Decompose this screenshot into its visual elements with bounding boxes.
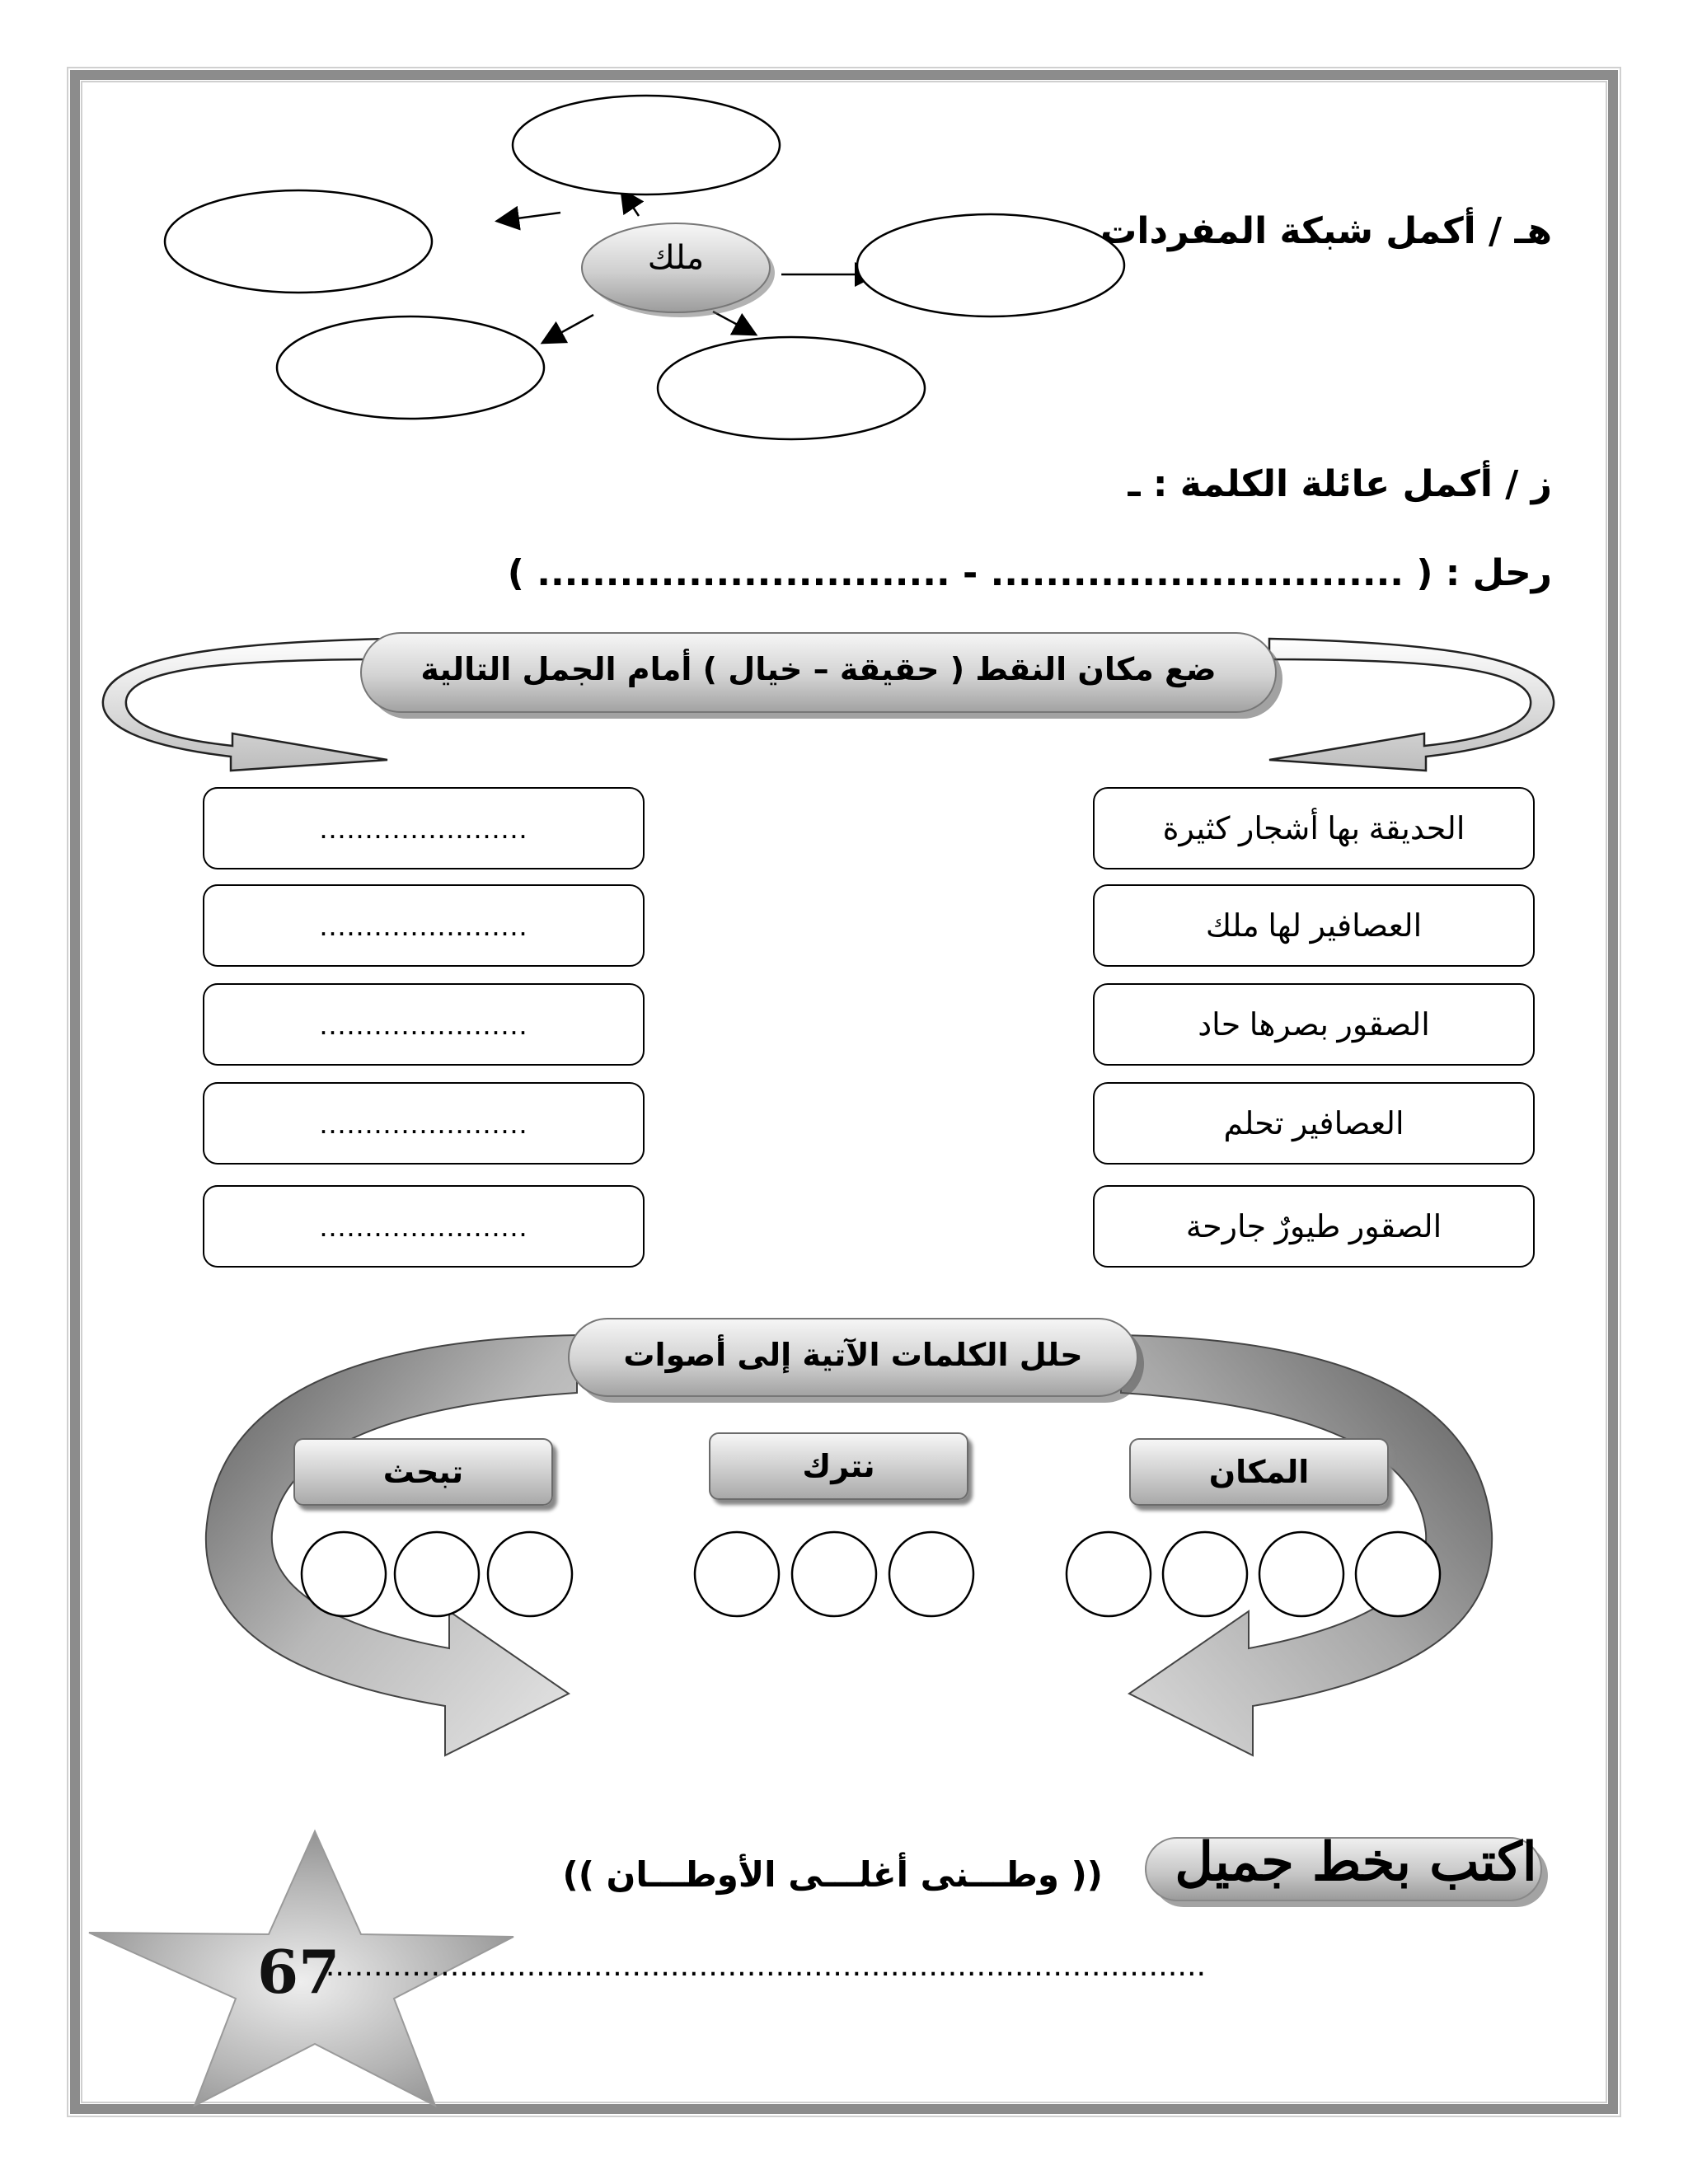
arrow-left bbox=[499, 213, 560, 221]
sound-circle bbox=[395, 1532, 479, 1616]
sound-circle bbox=[695, 1532, 779, 1616]
sound-circle bbox=[889, 1532, 973, 1616]
word-tab-2: نترك bbox=[709, 1432, 968, 1500]
word-tab-1: المكان bbox=[1129, 1438, 1389, 1506]
sound-circle bbox=[302, 1532, 386, 1616]
sentence-box-3: الصقور بصرها حاد bbox=[1093, 983, 1535, 1066]
sound-circle bbox=[1067, 1532, 1151, 1616]
section-z-title: ز / أكمل عائلة الكلمة : ـ bbox=[1128, 463, 1552, 505]
sentence-box-5: الصقور طيورٌ جارحة bbox=[1093, 1185, 1535, 1268]
word-family-line[interactable]: رحل : ( .............................. - .............................. ) bbox=[507, 552, 1552, 594]
right-curl-arrow bbox=[1269, 639, 1554, 771]
web-ellipse-top bbox=[513, 96, 780, 194]
answer-box-5[interactable]: ....................... bbox=[203, 1185, 645, 1268]
web-ellipse-left bbox=[165, 190, 432, 293]
handwriting-label: اكتب بخط جميل bbox=[1175, 1831, 1537, 1893]
web-ellipse-right bbox=[857, 214, 1124, 316]
sound-circle bbox=[1356, 1532, 1440, 1616]
answer-box-2[interactable]: ....................... bbox=[203, 884, 645, 967]
page-number: 67 bbox=[257, 1937, 340, 2007]
handwriting-sentence: (( وطـــنى أغلـــى الأوطـــان )) bbox=[562, 1854, 1103, 1895]
sound-circle bbox=[1259, 1532, 1343, 1616]
answer-box-1[interactable]: ....................... bbox=[203, 787, 645, 869]
arrow-bottom-left bbox=[544, 315, 593, 342]
sounds-instruction: حلل الكلمات الآتية إلى أصوات bbox=[623, 1337, 1083, 1373]
web-ellipse-bottom-left bbox=[277, 316, 544, 419]
sounds-arrows bbox=[181, 1302, 1500, 1838]
sound-circle bbox=[1163, 1532, 1247, 1616]
answer-box-3[interactable]: ....................... bbox=[203, 983, 645, 1066]
answer-box-4[interactable]: ....................... bbox=[203, 1082, 645, 1165]
sound-circle bbox=[792, 1532, 876, 1616]
sentence-box-4: العصافير تحلم bbox=[1093, 1082, 1535, 1165]
sentence-box-2: العصافير لها ملك bbox=[1093, 884, 1535, 967]
sentence-box-1: الحديقة بها أشجار كثيرة bbox=[1093, 787, 1535, 869]
vocabulary-web bbox=[148, 91, 1302, 470]
sound-circle bbox=[488, 1532, 572, 1616]
arrow-bottom-right bbox=[713, 312, 754, 334]
left-curl-arrow bbox=[103, 639, 387, 771]
fact-fiction-instruction: ضع مكان النقط ( حقيقة – خيال ) أمام الجمل التالية bbox=[420, 651, 1217, 687]
web-ellipse-bottom-right bbox=[658, 337, 925, 439]
word-tab-3: تبحث bbox=[293, 1438, 553, 1506]
section-h-title: هـ / أكمل شبكة المفردات bbox=[1100, 210, 1552, 252]
handwriting-dotted-line[interactable]: ............................................................................................ bbox=[326, 1947, 1207, 1983]
web-center-word: ملك bbox=[647, 239, 705, 277]
